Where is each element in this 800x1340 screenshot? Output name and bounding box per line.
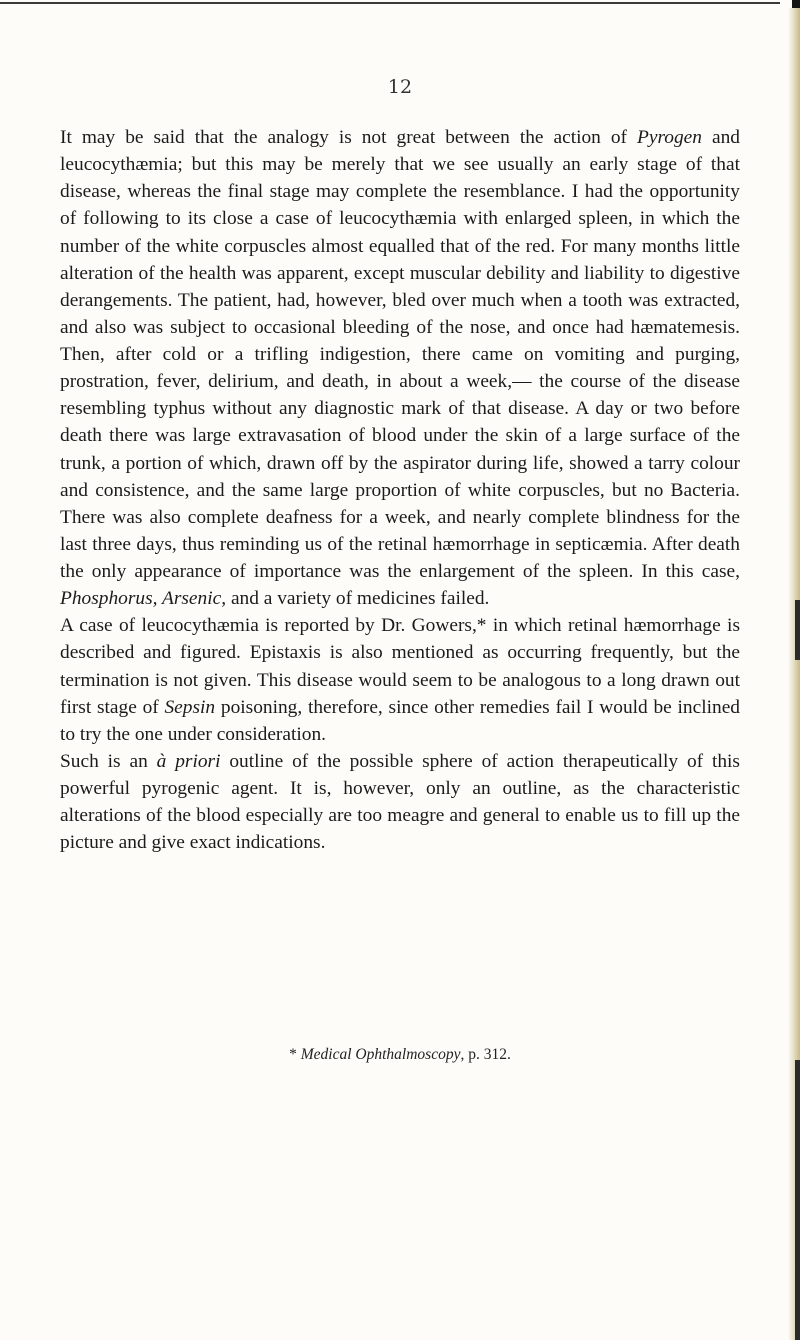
paragraph (60, 748, 740, 857)
footnote (0, 1046, 800, 1064)
top-rule (0, 2, 780, 4)
body-text (60, 124, 740, 856)
text-run: It may be said that the analogy is not great between the action of (60, 127, 638, 148)
page-edge-mark (795, 600, 800, 660)
text-run: Such is an (60, 750, 157, 772)
text-run: poisoning, therefore, since other remedies fail I would be inclined to try the one under consideration. (60, 696, 740, 745)
italic-run: Pyrogen (637, 127, 702, 148)
page-edge-mark (795, 1060, 800, 1340)
paragraph (60, 124, 740, 612)
footnote-title: Medical Ophthalmoscopy (300, 1046, 461, 1063)
text-run: and leucocythæmia; but this may be merely that we see usually an early stage of that disease, whereas the final stage may complete the resemblance. I had the opportunity of following to its close a case of leucocythæmia with enlarged spleen, in which the number of the white corpuscles almost equalled that of the red. For many months little alteration of the health was apparent, except muscular debility and liability to digestive derangements. The patient, had, however, bled over much when a tooth was extracted, and also was subject to occasional bleeding of the nose, and once had hæmatemesis. Then, after cold or a trifling indigestion, there came on vomiting and purging, prostration, fever, delirium, and death, in about a week,— the course of the disease resembling typhus without any diagnostic mark of that disease. A day or two before death there was large extravasation of blood under the skin of a large surface of the trunk, a portion of which, drawn off by the aspirator during life, showed a tarry colour and consistence, and the same large proportion of white corpuscles, but no Bacteria. There was also complete deafness for a week, and nearly complete blindness for the last three days, thus reminding us of the retinal hæmorrhage in septicæmia. After death the only appearance of importance was the enlargement of the spleen. In this case, (60, 127, 740, 582)
text-run: and a variety of medicines failed. (226, 588, 490, 610)
italic-run: Sepsin (164, 696, 216, 718)
page-number: 12 (387, 76, 413, 98)
footnote-marker: * (289, 1046, 301, 1063)
text-run: A case of leucocythæmia is reported by Dr. Gowers,* in which retinal hæmorrhage is described and figured. Epistaxis is also mentioned as occurring frequently, but the termination is not given. This disease would seem to be analogous to a long drawn out first stage of (60, 615, 740, 718)
page-corner-mark (792, 0, 800, 8)
footnote-page: , p. 312. (460, 1046, 511, 1063)
italic-run: à priori (156, 750, 221, 772)
paragraph (60, 612, 740, 748)
italic-run: Phosphorus, Arsenic, (60, 588, 227, 610)
text-run: outline of the possible sphere of action therapeutically of this powerful pyrogenic agent. It is, however, only an outline, as the characteristic alterations of the blood especially are too meagre and general to enable us to fill up the picture and give exact indications. (60, 750, 740, 854)
